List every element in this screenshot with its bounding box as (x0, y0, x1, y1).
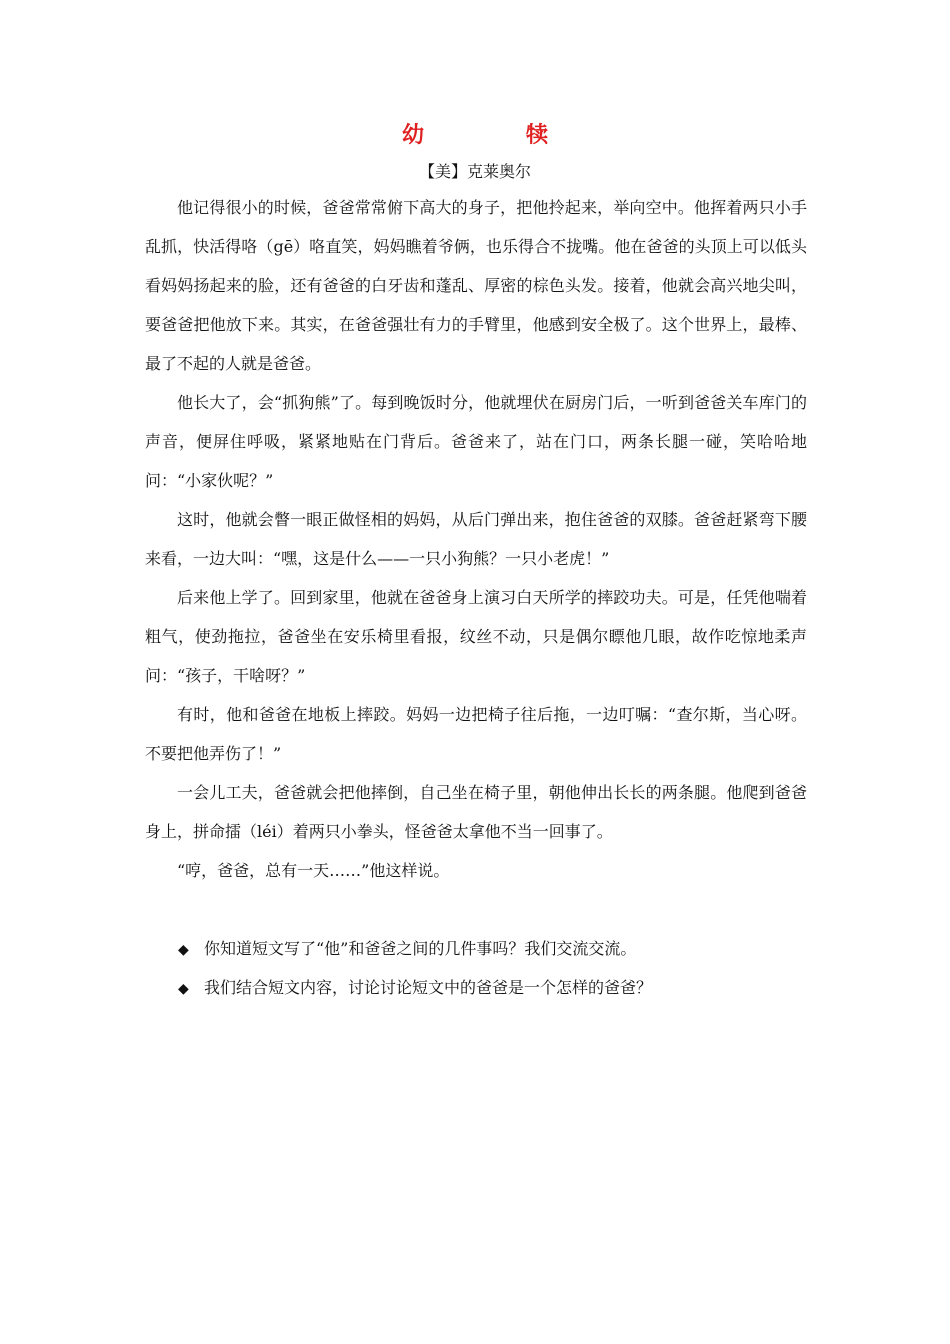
question-text: 你知道短文写了“他”和爸爸之间的几件事吗？我们交流交流。 (204, 939, 637, 958)
paragraph: 他记得很小的时候，爸爸常常俯下高大的身子，把他拎起来，举向空中。他挥着两只小手乱抓，快活得咯（gē）咯直笑，妈妈瞧着爷俩，也乐得合不拢嘴。他在爸爸的头顶上可以低头看妈妈扬起来的脸，还有爸爸的白牙齿和蓬乱、厚密的棕色头发。接着，他就会高兴地尖叫，要爸爸把他放下来。其实，在爸爸强壮有力的手臂里，他感到安全极了。这个世界上，最棒、最了不起的人就是爸爸。 (145, 198, 807, 373)
question-item (178, 969, 818, 1008)
discussion-questions (178, 930, 818, 1008)
diamond-bullet-icon: ◆ (178, 942, 189, 958)
paragraph: 这时，他就会瞥一眼正做怪相的妈妈，从后门弹出来，抱住爸爸的双膝。爸爸赶紧弯下腰来看，一边大叫：“嘿，这是什么——一只小狗熊？一只小老虎！” (145, 510, 807, 568)
paragraph: 一会儿工夫，爸爸就会把他摔倒，自己坐在椅子里，朝他伸出长长的两条腿。他爬到爸爸身上，拼命擂（léi）着两只小拳头，怪爸爸太拿他不当一回事了。 (145, 783, 807, 841)
question-item (178, 930, 818, 969)
author-line: 【美】克莱奥尔 (418, 162, 531, 181)
document-title: 幼 犊 (401, 122, 588, 148)
question-text: 我们结合短文内容，讨论讨论短文中的爸爸是一个怎样的爸爸？ (204, 978, 653, 997)
paragraph: “哼，爸爸，总有一天……”他这样说。 (177, 861, 450, 880)
story-body (145, 188, 807, 890)
paragraph: 后来他上学了。回到家里，他就在爸爸身上演习白天所学的摔跤功夫。可是，任凭他喘着粗气，使劲拖拉，爸爸坐在安乐椅里看报，纹丝不动，只是偶尔瞟他几眼，故作吃惊地柔声问：“孩子，干啥呀？” (145, 588, 807, 685)
paragraph: 有时，他和爸爸在地板上摔跤。妈妈一边把椅子往后拖，一边叮嘱：“查尔斯，当心呀。不要把他弄伤了！” (145, 705, 807, 763)
diamond-bullet-icon: ◆ (178, 981, 189, 997)
paragraph: 他长大了，会“抓狗熊”了。每到晚饭时分，他就埋伏在厨房门后，一听到爸爸关车库门的声音，便屏住呼吸，紧紧地贴在门背后。爸爸来了，站在门口，两条长腿一碰，笑哈哈地问：“小家伙呢？” (145, 393, 807, 490)
